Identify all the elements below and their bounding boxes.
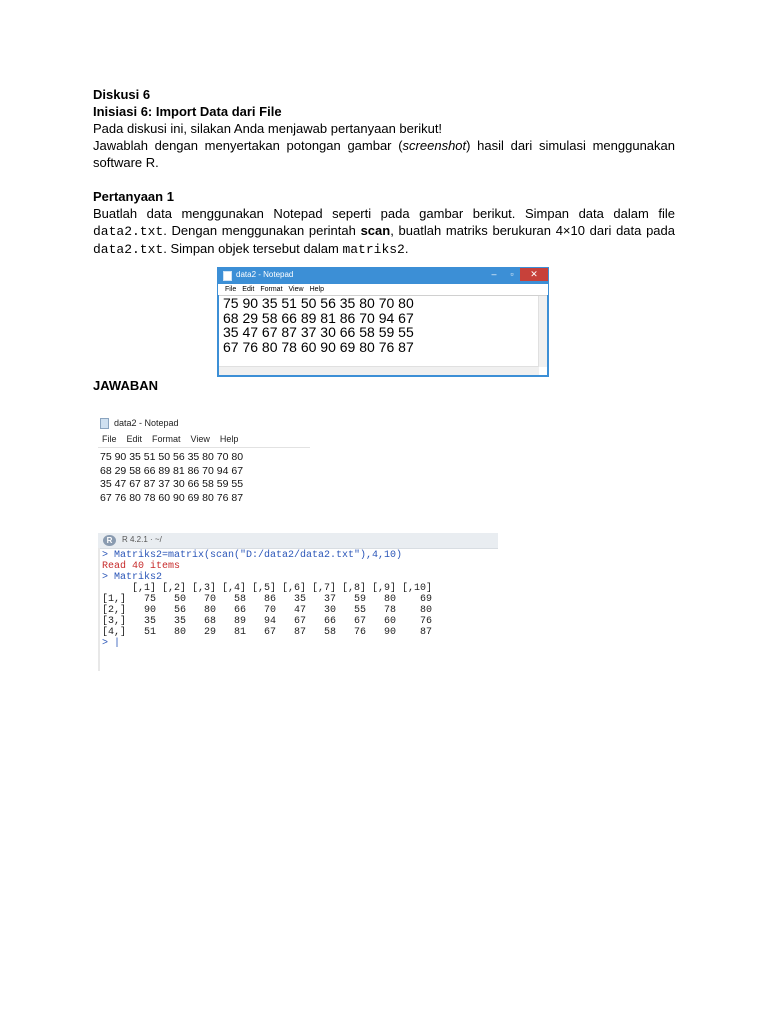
notepad-text-area[interactable] xyxy=(219,295,547,375)
q-filename: data2.txt xyxy=(93,224,164,239)
matrix-row: [4,] 51 80 29 81 67 87 58 76 90 87 xyxy=(102,627,433,638)
notepad-menubar xyxy=(218,284,548,295)
q-text: Buatlah data menggunakan Notepad seperti pada gambar berikut. Simpan data dalam file xyxy=(93,206,675,221)
notepad-icon xyxy=(100,418,109,429)
console-gutter xyxy=(98,548,100,671)
notepad-question-window xyxy=(217,267,549,377)
menu-edit[interactable]: Edit xyxy=(242,286,255,293)
notepad-titlebar xyxy=(218,268,548,284)
close-icon[interactable]: ✕ xyxy=(520,268,548,281)
minimize-icon[interactable]: – xyxy=(491,269,497,279)
menu-divider xyxy=(98,447,310,448)
matrix-row: [3,] 35 35 68 89 94 67 66 67 60 76 xyxy=(102,616,433,627)
q-object-name: matriks2 xyxy=(342,242,405,257)
notepad-icon xyxy=(223,271,232,281)
q-command: scan xyxy=(360,223,391,238)
menu-view[interactable]: View xyxy=(288,286,304,293)
notepad-title: data2 - Notepad xyxy=(114,418,179,428)
console-message: Read 40 items xyxy=(102,561,181,572)
horizontal-scrollbar[interactable] xyxy=(219,366,539,375)
r-logo-icon: R xyxy=(103,535,116,546)
menu-file[interactable]: File xyxy=(102,434,117,444)
data-line: 67 76 80 78 60 90 69 80 76 87 xyxy=(100,491,244,504)
q-text: . Dengan menggunakan perintah xyxy=(163,223,361,238)
doc-instruction xyxy=(93,137,675,171)
matrix-row: [2,] 90 56 80 66 70 47 30 55 78 80 xyxy=(102,605,433,616)
doc-intro: Pada diskusi ini, silakan Anda menjawab pertanyaan berikut! xyxy=(93,121,443,136)
r-version-label: R 4.2.1 · ~/ xyxy=(122,535,162,544)
q-text: . Simpan objek tersebut dalam xyxy=(163,241,343,256)
menu-help[interactable]: Help xyxy=(309,286,324,293)
data-line: 68 29 58 66 89 81 86 70 94 67 xyxy=(100,464,244,477)
question-heading: Pertanyaan 1 xyxy=(93,189,174,204)
instruction-emphasis: screenshot xyxy=(402,138,467,153)
matrix-column-header: [,1] [,2] [,3] [,4] [,5] [,6] [,7] [,8] [,9] [,10] xyxy=(102,583,433,594)
matrix-row: [1,] 75 50 70 58 86 35 37 59 80 69 xyxy=(102,594,433,605)
document-body xyxy=(93,86,675,258)
question-text xyxy=(93,205,675,258)
notepad-content[interactable] xyxy=(100,451,243,505)
maximize-icon[interactable]: ▫ xyxy=(510,269,514,279)
doc-title: Diskusi 6 xyxy=(93,87,151,102)
notepad-menubar xyxy=(102,434,248,444)
data-line: 75 90 35 51 50 56 35 80 70 80 xyxy=(223,295,414,311)
r-console-output[interactable] xyxy=(102,550,432,649)
doc-subtitle: Inisiasi 6: Import Data dari File xyxy=(93,104,282,119)
data-line: 68 29 58 66 89 81 86 70 94 67 xyxy=(223,309,414,326)
vertical-scrollbar[interactable] xyxy=(538,296,547,367)
menu-view[interactable]: View xyxy=(190,434,210,444)
notepad-title: data2 - Notepad xyxy=(236,270,294,279)
answer-heading: JAWABAN xyxy=(93,378,159,393)
data-line: 35 47 67 87 37 30 66 58 59 55 xyxy=(100,478,244,490)
q-text: . xyxy=(404,241,409,256)
menu-edit[interactable]: Edit xyxy=(126,434,143,444)
notepad-content xyxy=(223,296,414,354)
r-console-window xyxy=(98,533,498,671)
console-command: > Matriks2 xyxy=(102,572,163,583)
q-filename: data2.txt xyxy=(93,242,164,257)
instruction-text: Jawablah dengan menyertakan potongan gambar ( xyxy=(93,138,403,153)
console-prompt[interactable]: > | xyxy=(102,638,121,649)
menu-help[interactable]: Help xyxy=(219,434,239,444)
q-text: , buatlah matriks berukuran 4×10 dari data pada xyxy=(390,223,675,238)
menu-file[interactable]: File xyxy=(225,286,237,293)
data-line: 67 76 80 78 60 90 69 80 76 87 xyxy=(223,338,414,355)
data-line: 35 47 67 87 37 30 66 58 59 55 xyxy=(223,324,414,340)
r-console-header xyxy=(98,533,498,549)
data-line: 75 90 35 51 50 56 35 80 70 80 xyxy=(100,451,244,463)
menu-format[interactable]: Format xyxy=(260,286,283,293)
instruction-text-end: ) hasil dari simulasi menggunakan software R. xyxy=(93,138,675,170)
notepad-answer-window xyxy=(98,414,310,506)
menu-format[interactable]: Format xyxy=(152,434,181,444)
console-command: > Matriks2=matrix(scan("D:/data2/data2.txt"),4,10) xyxy=(102,550,403,561)
